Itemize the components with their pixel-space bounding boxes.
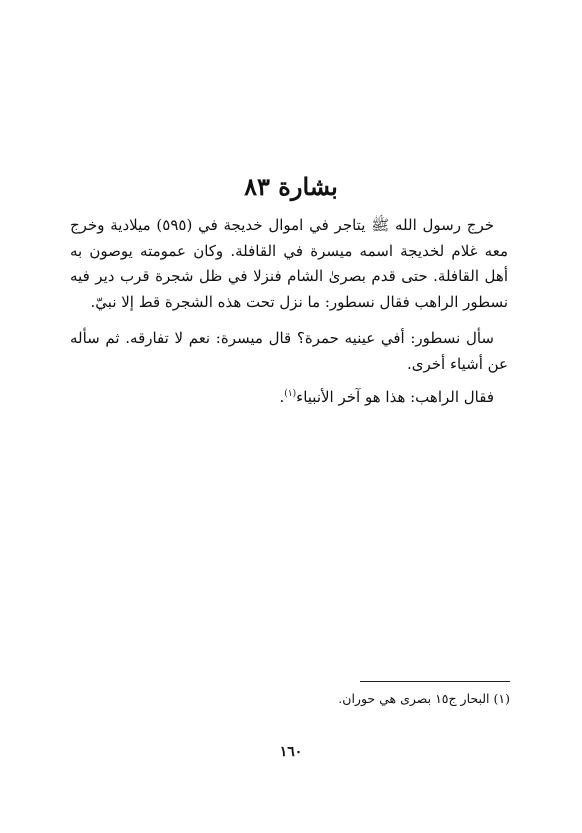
footnote-reference: (١) xyxy=(284,389,297,399)
paragraph-1: خرج رسول الله ﷺ يتاجر في اموال خديجة في (٥٩٥) ميلادية وخرج معه غلام لخديجة اسمه ميسرة في القافلة. وكان عمومته يوصون به أهل القافلة. حتى قدم بصرىٰ الشام فنزلا في ظل شجرة قرب دير فيه نسطور الراهب فقال نسطور: ما نزل تحت هذه الشجرة قط إلا نبيّ. xyxy=(70,216,508,311)
paragraph-3-end: . xyxy=(279,388,285,406)
paragraph-2: سأل نسطور: أفي عينيه حمرة؟ قال ميسرة: نعم لا تفارقه. ثم سأله عن أشياء أخرى. xyxy=(70,329,508,373)
paragraph-3-text: فقال الراهب: هذا هو آخر الأنبياء xyxy=(296,388,494,406)
footnote: (١) البحار ج١٥ بصرى هي حوران. xyxy=(338,691,510,706)
section-title: بشارة ٨٣ xyxy=(244,172,338,201)
paragraph-3 xyxy=(70,385,508,411)
footnote-divider xyxy=(360,681,510,682)
page-number: ١٦٠ xyxy=(279,744,303,760)
